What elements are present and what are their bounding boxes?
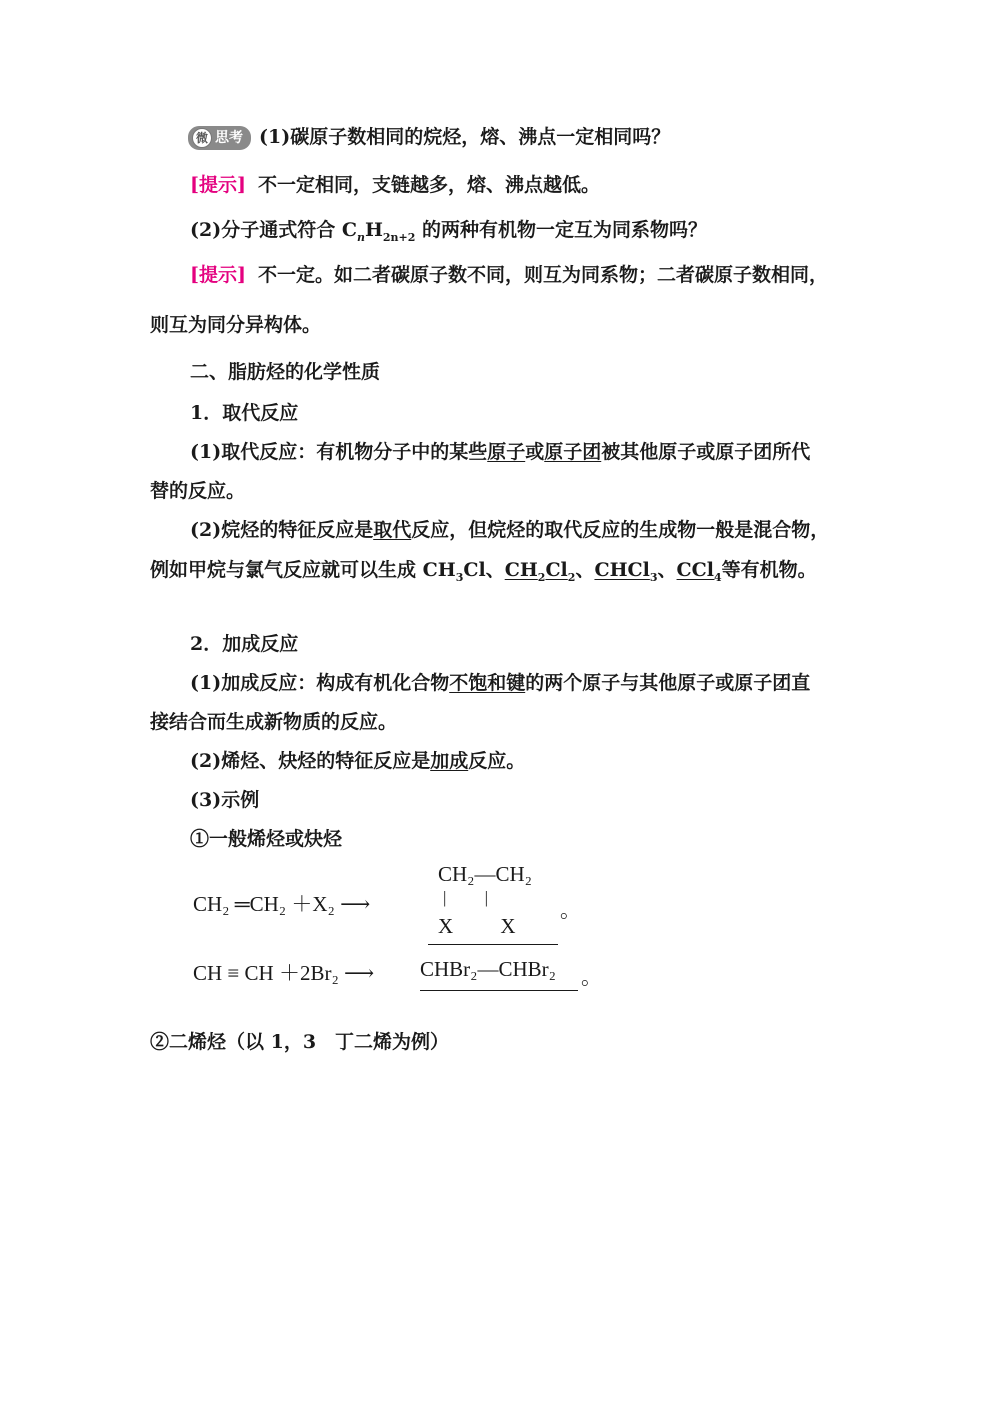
equation-1-bonds: | | [443, 888, 489, 907]
product-ch2cl2: $CH_2Cl_2$ [504, 559, 576, 584]
equation-1-product-bottom: X X [438, 914, 516, 938]
hint-label: [提示] [190, 174, 246, 196]
para-substitution-def-cont: 替的反应。 [150, 480, 246, 502]
product-ccl4: CCl$_4$ [676, 559, 722, 584]
para-general-alkene: ①一般烯烃或炔烃 [190, 828, 343, 850]
para-example: (3)示例 [190, 789, 260, 811]
equation-2-product: CHBr₂—CHBr₂ [420, 957, 556, 981]
think-q1: 微 思考 (1)碳原子数相同的烷烃，熔、沸点一定相同吗？ [188, 122, 670, 150]
equation-1-reactants: CH₂ ═CH₂ ＋X₂ ⟶ [193, 892, 371, 916]
equation-2-end: 。 [581, 965, 602, 989]
para-addition-def-cont: 接结合而生成新物质的反应。 [150, 711, 398, 733]
para-alkene-reaction: (2)烯烃、炔烃的特征反应是加成反应。 [190, 750, 526, 772]
equation-2-underline [420, 990, 578, 991]
para-alkane-products: 例如甲烷与氯气反应就可以生成 $CH_3Cl$、$CH_2Cl_2$、CHCl$_3$、CCl$_4$等有机物。 [150, 559, 817, 584]
para-addition-def: (1)加成反应：构成有机化合物不饱和键的两个原子与其他原子或原子团直 [190, 672, 811, 694]
hint-answer-2: [提示] 不一定。如二者碳原子数不同，则互为同系物；二者碳原子数相同， [190, 264, 828, 286]
hint-answer-1: [提示] 不一定相同，支链越多，熔、沸点越低。 [190, 174, 600, 196]
think-q2: (2)分子通式符合 $C_nH_{2n+2}$ 的两种有机物一定互为同系物吗？ [190, 219, 708, 244]
equation-1-underline [428, 944, 558, 945]
para-diene: ②二烯烃（以 1，3 丁二烯为例） [150, 1031, 450, 1053]
hint-answer-2-cont: 则互为同分异构体。 [150, 314, 322, 336]
equation-1-product-top: CH₂—CH₂ [438, 862, 532, 886]
hint-label: [提示] [190, 264, 246, 286]
subheading-substitution: 1．取代反应 [190, 402, 299, 424]
section-heading: 二、脂肪烃的化学性质 [190, 361, 381, 383]
subheading-addition: 2．加成反应 [190, 633, 299, 655]
equation-2-reactants: CH ≡ CH ＋2Br₂ ⟶ [193, 961, 375, 985]
para-substitution-def: (1)取代反应：有机物分子中的某些原子或原子团被其他原子或原子团所代 [190, 441, 811, 463]
para-alkane-reaction: (2)烷烃的特征反应是取代反应，但烷烃的取代反应的生成物一般是混合物， [190, 519, 830, 541]
think-badge: 微 思考 [188, 126, 251, 150]
product-chcl3: CHCl$_3$ [594, 559, 658, 584]
equation-1-end: 。 [560, 898, 581, 922]
